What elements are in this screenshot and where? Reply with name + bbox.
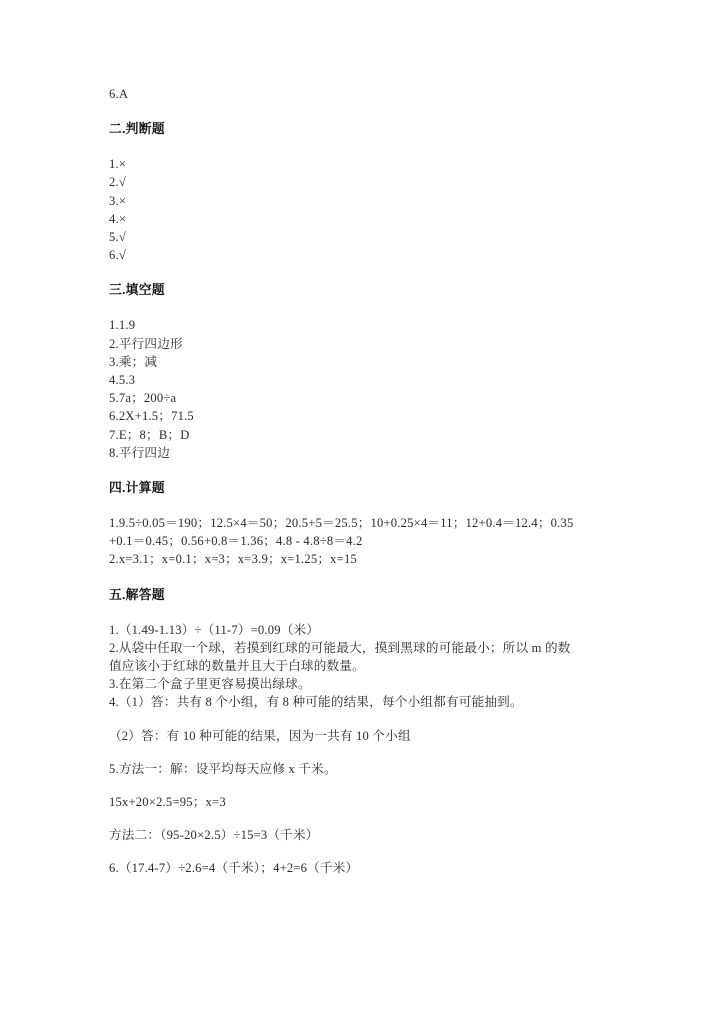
spacer xyxy=(109,138,575,155)
answer-line: 方法二：（95-20×2.5）÷15=3（千米） xyxy=(109,828,319,843)
answer-line: 5.7a；200÷a xyxy=(109,391,177,406)
spacer xyxy=(109,569,575,586)
answer-line: 1.1.9 xyxy=(109,318,136,333)
spacer xyxy=(109,497,575,514)
section-heading-jieda: 五.解答题 xyxy=(109,587,165,602)
answer-line: 6.√ xyxy=(109,248,126,263)
section-heading-jisuan: 四.计算题 xyxy=(109,481,165,496)
answer-line: 7.E；8；B；D xyxy=(109,427,190,442)
answer-line: 3.乘；减 xyxy=(109,354,158,369)
answer-line: 6.2X+1.5；71.5 xyxy=(109,409,194,424)
answer-line: 4.（1）答：共有 8 个小组，有 8 种可能的结果，每个小组都有可能抽到。 xyxy=(109,695,523,710)
answer-line: 4.× xyxy=(109,211,127,226)
section-body-jisuan xyxy=(109,514,575,569)
section-body-tiankong xyxy=(109,316,575,462)
spacer xyxy=(109,462,575,479)
spacer xyxy=(109,745,575,760)
answer-line: 1.× xyxy=(109,157,127,172)
answer-line: 2.平行四边形 xyxy=(109,336,183,351)
leading-answer-line: 6.A xyxy=(109,87,129,101)
section-heading-tiankong: 三.填空题 xyxy=(109,283,165,298)
section-body-panduan xyxy=(109,155,575,264)
answer-line: 5.√ xyxy=(109,230,126,245)
answer-line: 8.平行四边 xyxy=(109,445,171,460)
answer-line: 2.x=3.1；x=0.1；x=3；x=3.9；x=1.25；x=15 xyxy=(109,552,357,567)
answer-line: 3.在第二个盒子里更容易摸出绿球。 xyxy=(109,677,311,692)
spacer xyxy=(109,844,575,859)
answer-line: 2.√ xyxy=(109,175,126,190)
answer-line: 15x+20×2.5=95；x=3 xyxy=(109,795,226,810)
spacer xyxy=(109,778,575,793)
answer-line: 1.9.5÷0.05＝190；12.5×4＝50；20.5+5＝25.5；10+0.25×4＝11；12+0.4＝12.4；0.35+0.1＝0.45；0.56+0.8＝1.36；4.8 - 4.8÷8＝4.2 xyxy=(109,516,574,549)
answer-line: 1.（1.49-1.13）÷（11-7）=0.09（米） xyxy=(109,622,320,637)
answer-line: （2）答：有 10 种可能的结果，因为一共有 10 个小组 xyxy=(109,728,411,743)
answer-line: 4.5.3 xyxy=(109,373,136,388)
spacer xyxy=(109,103,575,120)
spacer xyxy=(109,604,575,621)
answer-line: 3.× xyxy=(109,193,127,208)
answer-line: 2.从袋中任取一个球，若摸到红球的可能最大，摸到黑球的可能最小；所以 m 的数值应该小于红球的数量并且大于白球的数量。 xyxy=(109,640,571,674)
section-heading-panduan: 二.判断题 xyxy=(109,122,165,137)
answer-line: 5.方法一：解：设平均每天应修 x 千米。 xyxy=(109,761,337,776)
spacer xyxy=(109,299,575,316)
spacer xyxy=(109,712,575,727)
spacer xyxy=(109,811,575,826)
section-body-jieda xyxy=(109,621,575,878)
answer-line: 6.（17.4-7）÷2.6=4（千米）；4+2=6（千米） xyxy=(109,861,359,876)
spacer xyxy=(109,264,575,281)
